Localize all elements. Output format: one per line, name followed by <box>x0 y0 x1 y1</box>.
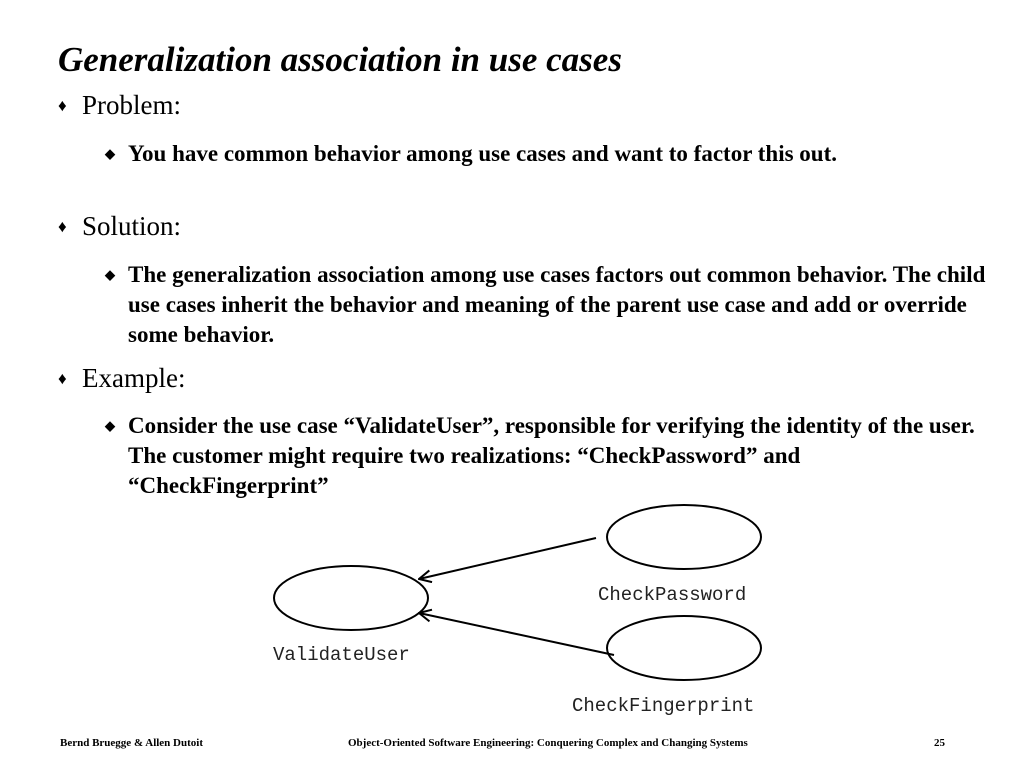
footer-book-title: Object-Oriented Software Engineering: Conquering Complex and Changing Systems <box>348 737 748 749</box>
use-case-checkpassword-label: CheckPassword <box>598 584 747 606</box>
diamond-bullet-icon: ♦ <box>58 217 67 236</box>
sub-bullet-solution-text: The generalization association among use cases factors out common behavior. The child use cases inherit the behavior and meaning of the parent use case and add or override some behavior. <box>128 262 986 347</box>
bullet-solution-heading: Solution: <box>82 211 182 241</box>
generalization-arrow-checkfingerprint <box>419 613 614 655</box>
bullet-example-heading: Example: <box>82 363 186 393</box>
sub-diamond-bullet-icon: ◆ <box>105 146 115 161</box>
sub-bullet-example-text: Consider the use case “ValidateUser”, responsible for verifying the identity of the user. The customer might require two realizations: “CheckPassword” and “CheckFingerprint” <box>128 413 975 498</box>
footer-page-number: 25 <box>934 737 945 749</box>
diamond-bullet-icon: ♦ <box>58 369 67 388</box>
generalization-arrow-checkpassword <box>419 538 596 579</box>
use-case-checkfingerprint-ellipse <box>607 616 761 680</box>
use-case-checkfingerprint-label: CheckFingerprint <box>572 695 755 717</box>
use-case-checkpassword-ellipse <box>607 505 761 569</box>
diamond-bullet-icon: ♦ <box>58 96 67 115</box>
sub-diamond-bullet-icon: ◆ <box>105 418 115 433</box>
sub-diamond-bullet-icon: ◆ <box>105 267 115 282</box>
footer-authors: Bernd Bruegge & Allen Dutoit <box>60 737 203 749</box>
sub-bullet-problem-text: You have common behavior among use cases and want to factor this out. <box>128 141 837 166</box>
use-case-validateuser-label: ValidateUser <box>273 644 410 666</box>
use-case-validateuser-ellipse <box>274 566 428 630</box>
slide-title: Generalization association in use cases <box>58 40 622 79</box>
bullet-problem-heading: Problem: <box>82 90 181 120</box>
